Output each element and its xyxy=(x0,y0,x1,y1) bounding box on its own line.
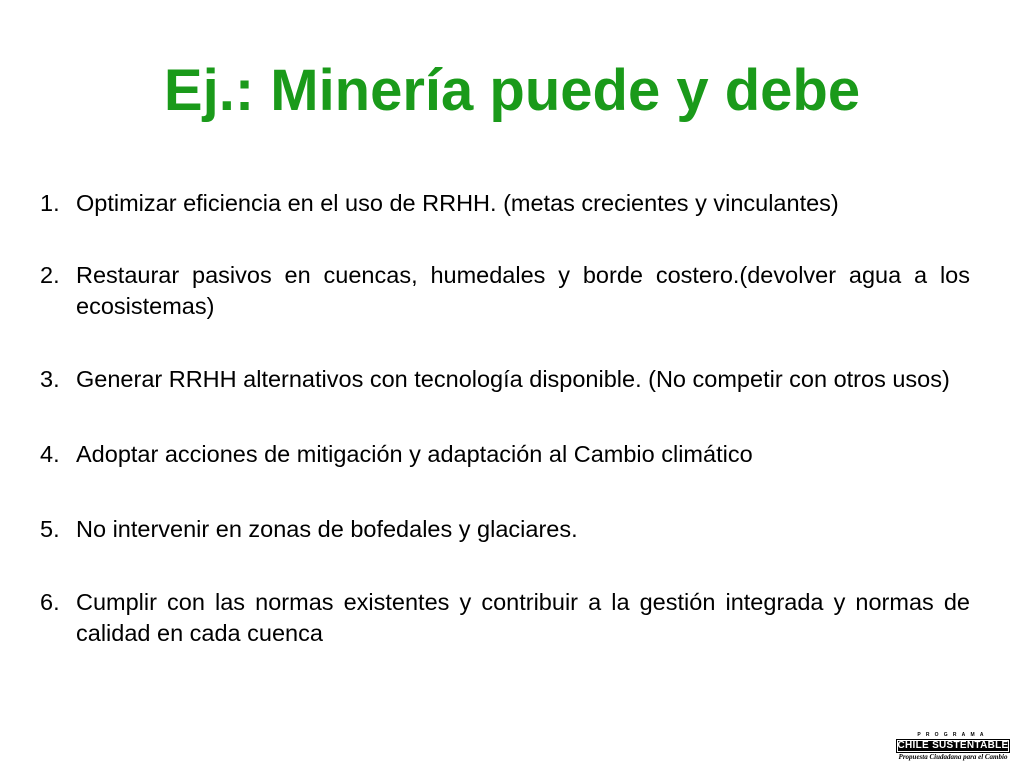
list-item xyxy=(40,514,970,545)
slide-title: Ej.: Minería puede y debe xyxy=(163,58,861,123)
list-item-number: 6. xyxy=(40,589,60,615)
list-item-number: 2. xyxy=(40,262,60,288)
chile-sustentable-logo xyxy=(896,732,1010,762)
logo-main-text: CHILE SUSTENTABLE xyxy=(897,740,1009,751)
list-item-text: No intervenir en zonas de bofedales y glaciares. xyxy=(76,516,578,542)
logo-program-text: PROGRAMA xyxy=(917,732,989,738)
list-item xyxy=(40,439,970,470)
list-item-number: 4. xyxy=(40,441,60,467)
list-item xyxy=(40,260,970,322)
list-item-text: Generar RRHH alternativos con tecnología disponible. (No competir con otros usos) xyxy=(76,366,950,392)
list-item-number: 1. xyxy=(40,190,60,216)
list-item xyxy=(40,188,970,219)
numbered-list xyxy=(40,188,970,649)
list-item-number: 5. xyxy=(40,516,60,542)
list-item-text: Cumplir con las normas existentes y contribuir a la gestión integrada y normas de calidad en cada cuenca xyxy=(76,589,970,646)
list-item-text: Restaurar pasivos en cuencas, humedales y borde costero.(devolver agua a los ecosistemas) xyxy=(76,262,970,319)
list-item-number: 3. xyxy=(40,366,60,392)
list-item xyxy=(40,587,970,649)
list-item-text: Adoptar acciones de mitigación y adaptación al Cambio climático xyxy=(76,441,753,467)
list-item xyxy=(40,364,970,395)
logo-tagline: Propuesta Ciudadana para el Cambio xyxy=(898,753,1008,761)
list-item-text: Optimizar eficiencia en el uso de RRHH. (metas crecientes y vinculantes) xyxy=(76,190,839,216)
